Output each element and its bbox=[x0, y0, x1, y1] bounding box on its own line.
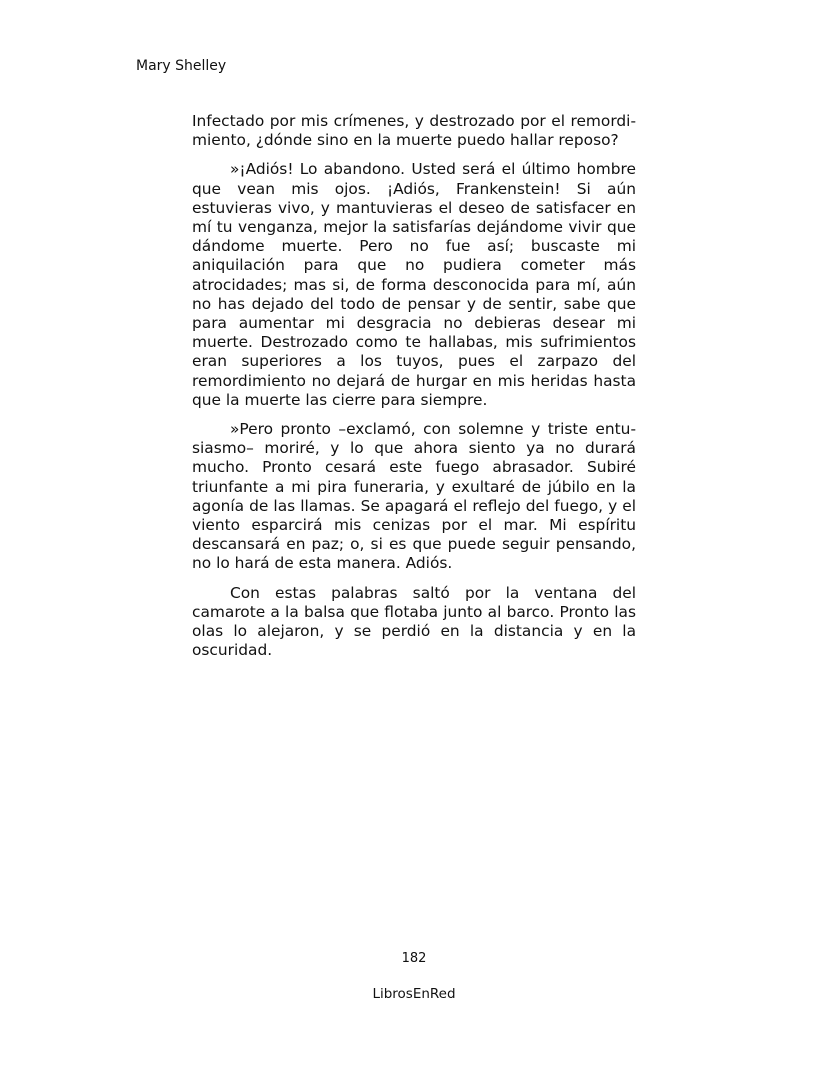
paragraph: Infectado por mis crímenes, y destrozado por el remordimiento, ¿dónde sino en la muerte puedo hallar reposo? bbox=[192, 112, 636, 150]
paragraph: »Pero pronto –exclamó, con solemne y triste entusiasmo– moriré, y lo que ahora siento ya no durará mucho. Pronto cesará este fuego abrasador. Subiré triunfante a mi pira funeraria, y exultaré de júbilo en la agonía de las llamas. Se apagará el reflejo del fuego, y el viento esparcirá mis cenizas por el mar. Mi espíritu descansará en paz; o, si es que puede seguir pensando, no lo hará de esta manera. Adiós. bbox=[192, 420, 636, 573]
publisher-footer: LibrosEnRed bbox=[372, 986, 456, 1002]
running-head-author: Mary Shelley bbox=[136, 58, 227, 74]
body-text bbox=[192, 112, 636, 670]
page-number: 182 bbox=[401, 951, 427, 966]
paragraph: Con estas palabras saltó por la ventana del camarote a la balsa que flotaba junto al barco. Pronto las olas lo alejaron, y se perdió en la distancia y en la oscuridad. bbox=[192, 583, 636, 660]
paragraph: »¡Adiós! Lo abandono. Usted será el último hombre que vean mis ojos. ¡Adiós, Frankenstein! Si aún estuvieras vivo, y mantuvieras el deseo de satisfacer en mí tu venganza, mejor la satisfarías dejándome vivir que dándome muerte. Pero no fue así; buscaste mi aniquilación para que no pudiera cometer más atrocidades; mas si, de forma desconocida para mí, aún no has dejado del todo de pensar y de sentir, sabe que para aumentar mi desgracia no debieras desear mi muerte. Destrozado como te hallabas, mis sufrimientos eran superiores a los tuyos, pues el zarpazo del remordimiento no dejará de hurgar en mis heridas hasta que la muerte las cierre para siempre. bbox=[192, 160, 636, 409]
